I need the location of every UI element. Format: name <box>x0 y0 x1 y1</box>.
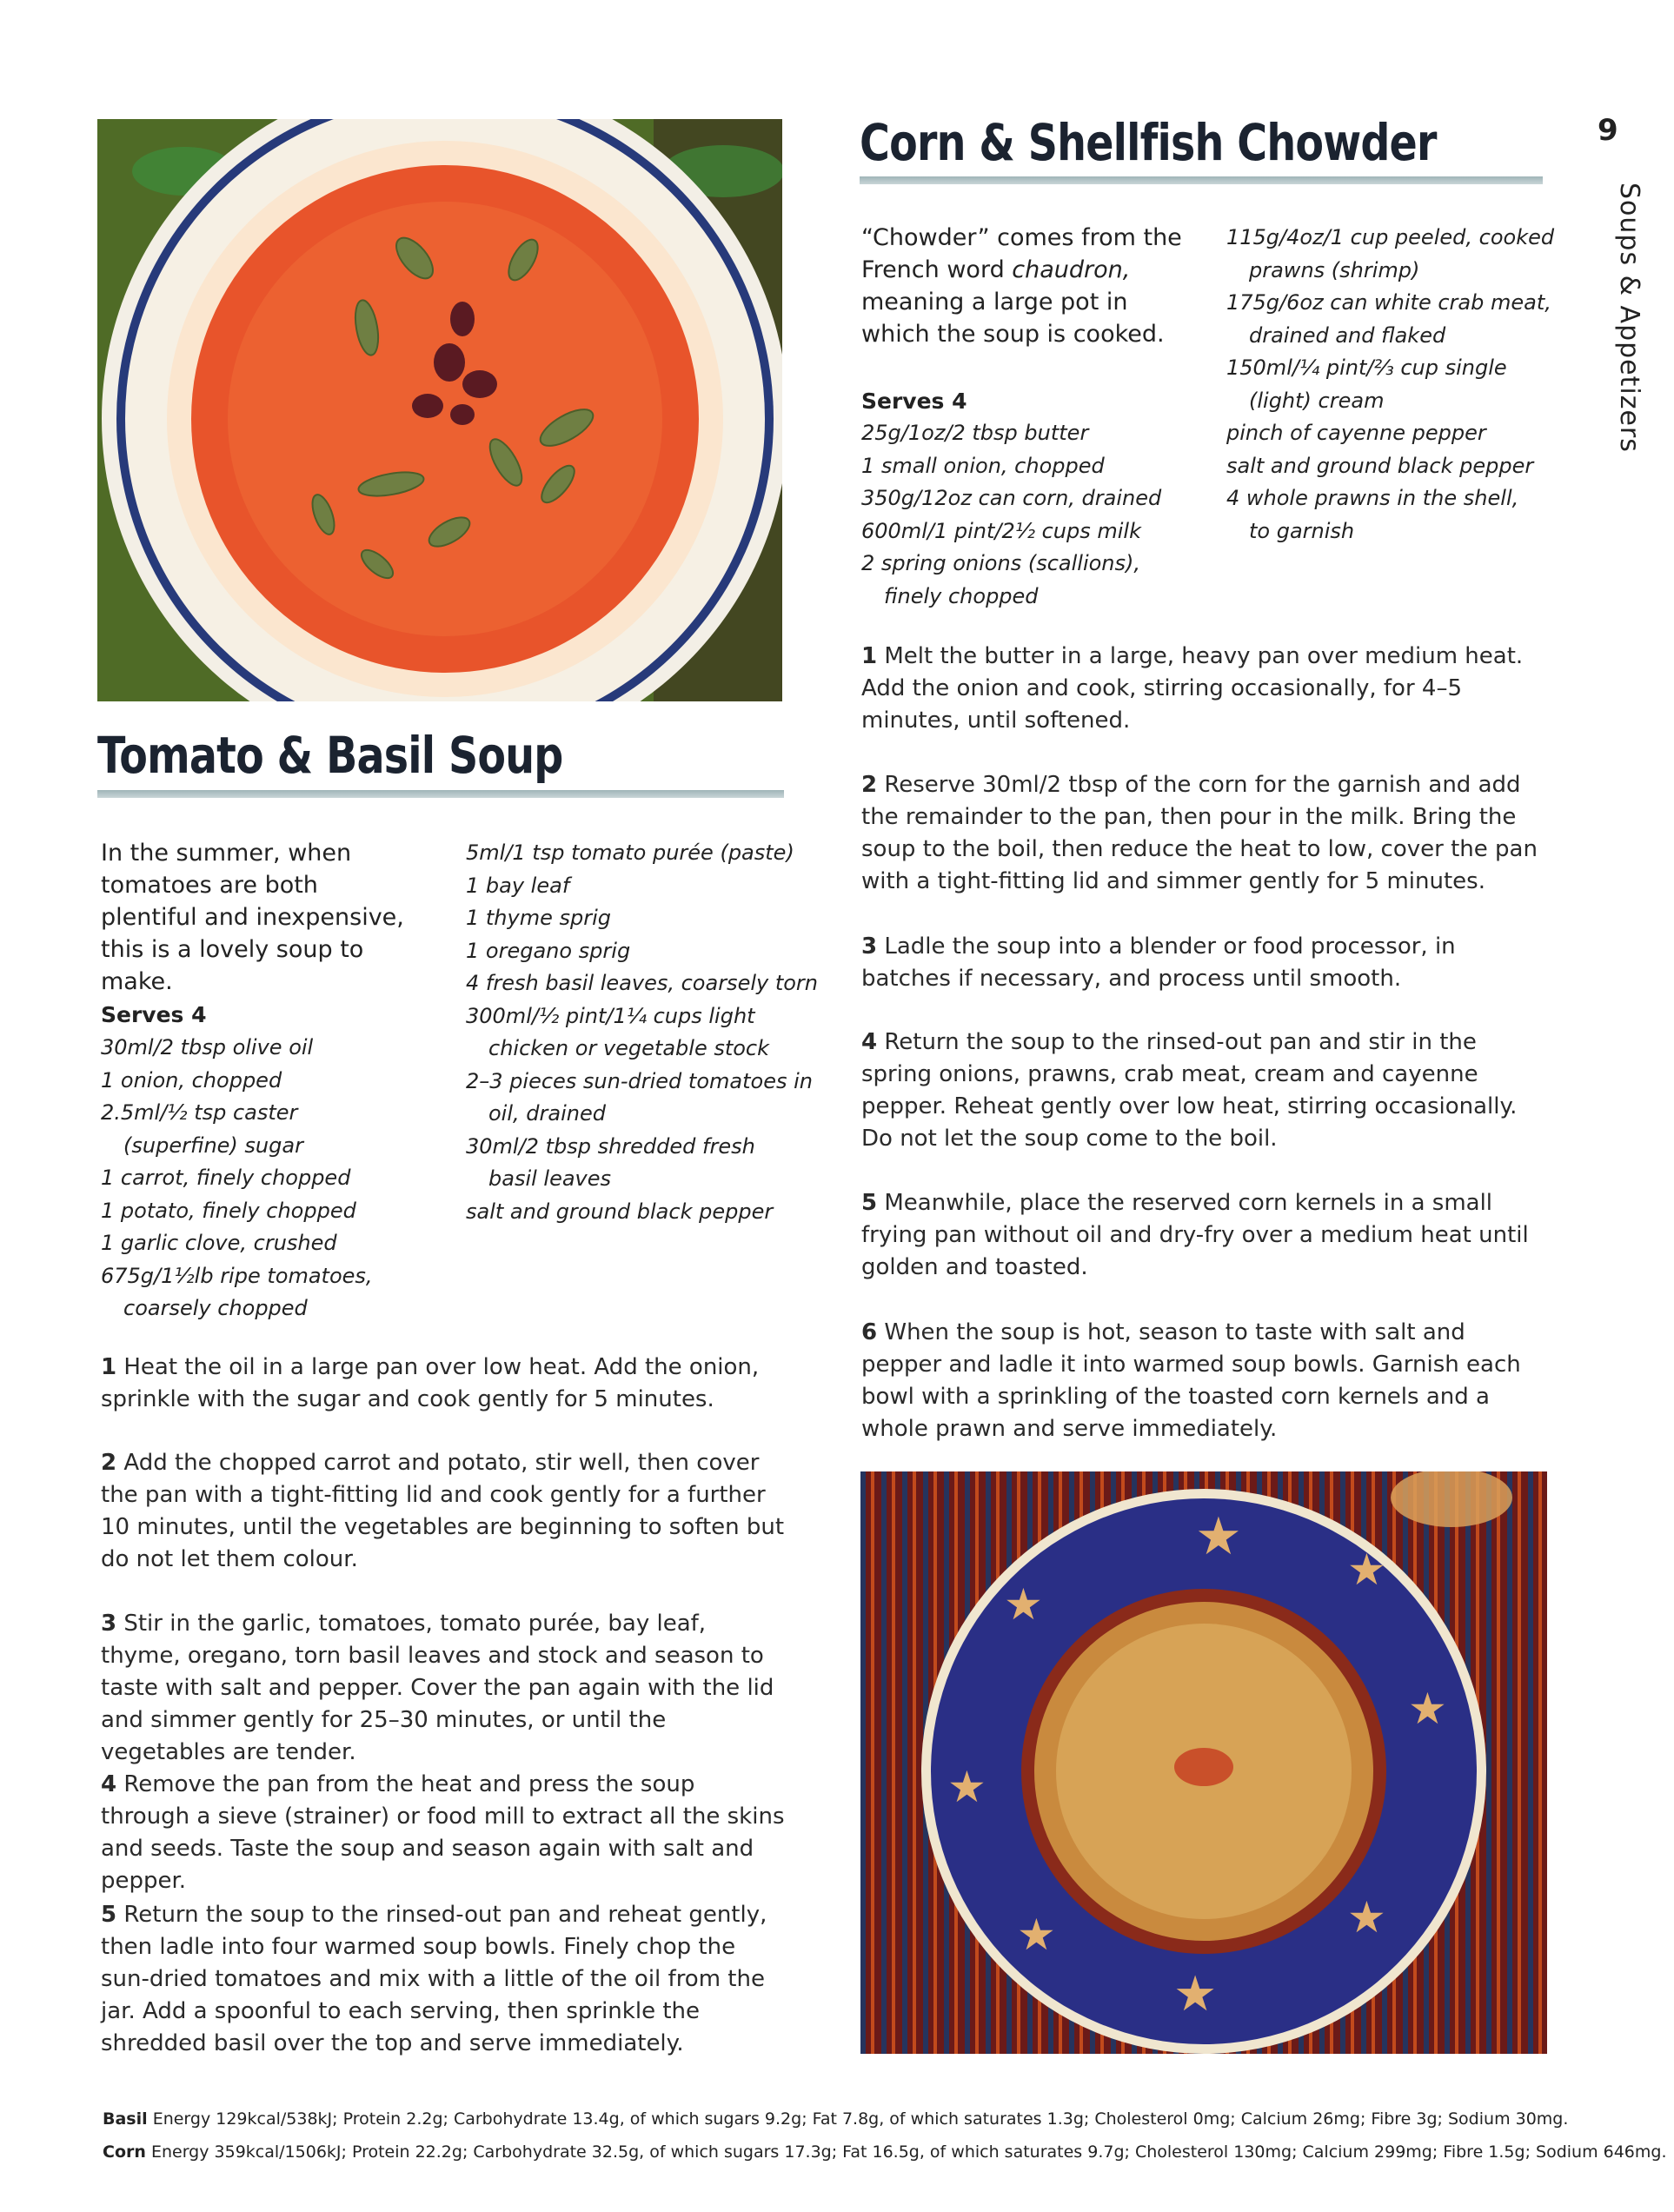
ingredient-line: to garnish <box>1249 518 1355 543</box>
chowder-intro-post: meaning a large pot in which the soup is cooked. <box>861 289 1165 348</box>
chowder-ingredients-list-2 <box>1226 222 1554 548</box>
method-step <box>861 1317 1548 1445</box>
step-number: 5 <box>101 1902 117 1928</box>
tomato-recipe-title: Tomato & Basil Soup <box>97 726 563 785</box>
ingredient-line: 175g/6oz can white crab meat, <box>1226 290 1551 315</box>
nutrition-corn-label: Corn <box>103 2142 146 2162</box>
tomato-serves: Serves 4 <box>101 1002 207 1027</box>
step-number: 2 <box>101 1450 117 1476</box>
step-text: Return the soup to the rinsed-out pan and stir in the spring onions, prawns, crab meat, cream and cayenne pepper. Reheat gently over low heat, stirring occasionally. Do not let the soup come to the boil. <box>861 1029 1518 1152</box>
ingredient-line: 1 potato, finely chopped <box>101 1198 356 1223</box>
chowder-recipe-title: Corn & Shellfish Chowder <box>860 113 1437 172</box>
ingredient-line: 1 garlic clove, crushed <box>101 1231 337 1255</box>
chowder-ingredients-list-1 <box>861 417 1161 613</box>
ingredient-line: coarsely chopped <box>123 1296 308 1320</box>
ingredient-line: 1 bay leaf <box>466 873 570 898</box>
tomato-ingredients-list-2 <box>466 837 818 1228</box>
step-text: When the soup is hot, season to taste with salt and pepper and ladle it into warmed soup bowls. Garnish each bowl with a sprinkling of the toasted corn kernels and a whole prawn and serve immediately. <box>861 1319 1521 1442</box>
ingredient-line: 2.5ml/½ tsp caster <box>101 1100 298 1125</box>
method-step <box>861 931 1548 995</box>
step-text: Ladle the soup into a blender or food processor, in batches if necessary, and process until smooth. <box>861 933 1456 992</box>
chowder-serves: Serves 4 <box>861 389 967 414</box>
chowder-illustration <box>860 1471 1547 2054</box>
tomato-ingredients-list-1 <box>101 1032 373 1325</box>
ingredient-line: 2–3 pieces sun-dried tomatoes in <box>466 1068 813 1093</box>
nutrition-corn-text: Energy 359kcal/1506kJ; Protein 22.2g; Carbohydrate 32.5g, of which sugars 17.3g; Fat 16.5g, of which saturates 9.7g; Cholesterol 130mg; Calcium 299mg; Fibre 1.5g; Sodium 646mg. <box>150 2142 1667 2162</box>
page-number: 9 <box>1598 113 1618 148</box>
ingredient-line: 5ml/1 tsp tomato purée (paste) <box>466 840 794 865</box>
step-number: 1 <box>101 1354 117 1380</box>
step-text: Add the chopped carrot and potato, stir well, then cover the pan with a tight-fitting lid and cook gently for a further 10 minutes, until the vegetables are beginning to soften but do not let them colour. <box>101 1450 785 1572</box>
tomato-intro: In the summer, when tomatoes are both plentiful and inexpensive, this is a lovely soup to make. <box>101 840 404 995</box>
svg-text:★: ★ <box>1017 1910 1056 1960</box>
ingredient-line: (light) cream <box>1249 388 1385 413</box>
ingredient-line: 1 thyme sprig <box>466 906 612 930</box>
ingredient-line: 4 fresh basil leaves, coarsely torn <box>466 971 818 995</box>
step-text: Meanwhile, place the reserved corn kernels in a small frying pan without oil and dry-fry over a medium heat until golden and toasted. <box>861 1190 1529 1280</box>
method-step <box>861 769 1548 898</box>
step-number: 4 <box>101 1771 117 1797</box>
ingredient-line: salt and ground black pepper <box>466 1199 774 1224</box>
ingredient-line: 350g/12oz can corn, drained <box>861 486 1162 510</box>
method-step <box>861 641 1548 737</box>
ingredient-line: 1 carrot, finely chopped <box>101 1166 351 1190</box>
ingredient-line: 2 spring onions (scallions), <box>861 551 1140 575</box>
svg-text:★: ★ <box>947 1762 986 1812</box>
step-number: 1 <box>861 643 878 669</box>
method-step <box>101 1899 787 2060</box>
ingredient-line: 150ml/¼ pint/⅔ cup single <box>1226 355 1507 380</box>
step-number: 2 <box>861 772 878 798</box>
step-text: Remove the pan from the heat and press the soup through a sieve (strainer) or food mill to extract all the skins and seeds. Taste the soup and season again with salt and pepper. <box>101 1771 785 1894</box>
tomato-title-rule <box>97 790 784 798</box>
ingredient-line: 4 whole prawns in the shell, <box>1226 486 1519 510</box>
step-number: 5 <box>861 1190 878 1216</box>
method-step <box>861 1187 1548 1284</box>
ingredient-line: chicken or vegetable stock <box>488 1036 770 1060</box>
svg-text:★: ★ <box>1173 1966 1218 2023</box>
nutrition-basil <box>103 2102 1568 2136</box>
ingredient-line: 30ml/2 tbsp olive oil <box>101 1035 314 1060</box>
step-number: 3 <box>861 933 878 960</box>
method-step <box>101 1769 787 1897</box>
ingredient-line: basil leaves <box>488 1166 612 1191</box>
svg-text:★: ★ <box>1004 1579 1043 1630</box>
chowder-intro-pre: “Chowder” comes from the French word <box>861 224 1182 283</box>
svg-text:★: ★ <box>1347 1892 1386 1943</box>
step-text: Heat the oil in a large pan over low heat. Add the onion, sprinkle with the sugar and cook gently for 5 minutes. <box>101 1354 760 1412</box>
step-number: 3 <box>101 1611 117 1637</box>
method-step <box>861 1026 1548 1155</box>
step-number: 4 <box>861 1029 878 1055</box>
ingredient-line: 25g/1oz/2 tbsp butter <box>861 421 1089 445</box>
step-number: 6 <box>861 1319 878 1345</box>
method-step <box>101 1608 787 1769</box>
chowder-intro-italic: chaudron, <box>1012 256 1131 283</box>
nutrition-basil-label: Basil <box>103 2109 148 2129</box>
method-step <box>101 1447 787 1576</box>
step-text: Reserve 30ml/2 tbsp of the corn for the garnish and add the remainder to the pan, then pour in the milk. Bring the soup to the boil, then reduce the heat to low, cover the pan with a tight-fitting lid and simmer gently for 5 minutes. <box>861 772 1538 894</box>
ingredient-line: 1 small onion, chopped <box>861 453 1105 478</box>
nutrition-corn <box>103 2135 1667 2169</box>
tomato-soup-photo <box>97 119 782 701</box>
chowder-intro <box>861 222 1200 350</box>
ingredient-line: 1 oregano sprig <box>466 938 631 963</box>
ingredient-line: oil, drained <box>488 1101 606 1126</box>
method-step <box>101 1352 787 1416</box>
ingredient-line: drained and flaked <box>1249 322 1446 348</box>
svg-text:★: ★ <box>1195 1506 1242 1567</box>
chowder-photo <box>860 1471 1547 2054</box>
step-text: Melt the butter in a large, heavy pan over medium heat. Add the onion and cook, stirring occasionally, for 4–5 minutes, until softened. <box>861 643 1524 734</box>
ingredient-line: (superfine) sugar <box>123 1133 303 1158</box>
ingredient-line: prawns (shrimp) <box>1249 257 1420 282</box>
ingredient-line: 115g/4oz/1 cup peeled, cooked <box>1226 225 1555 249</box>
ingredient-line: pinch of cayenne pepper <box>1226 421 1486 445</box>
section-label: Soups & Appetizers <box>1614 183 1644 453</box>
section-label-wrap <box>1614 183 1653 478</box>
ingredient-line: finely chopped <box>884 583 1039 608</box>
ingredient-line: 600ml/1 pint/2½ cups milk <box>861 518 1141 543</box>
ingredient-line: 300ml/½ pint/1¼ cups light <box>466 1003 755 1028</box>
ingredient-line: salt and ground black pepper <box>1226 453 1534 478</box>
nutrition-basil-text: Energy 129kcal/538kJ; Protein 2.2g; Carbohydrate 13.4g, of which sugars 9.2g; Fat 7.8g, of which saturates 1.3g; Cholesterol 0mg; Calcium 26mg; Fibre 3g; Sodium 30mg. <box>152 2109 1569 2129</box>
svg-text:★: ★ <box>1347 1544 1386 1595</box>
ingredient-line: 675g/1½lb ripe tomatoes, <box>101 1263 373 1288</box>
ingredient-line: 1 onion, chopped <box>101 1067 282 1093</box>
step-text: Stir in the garlic, tomatoes, tomato purée, bay leaf, thyme, oregano, torn basil leaves and stock and season to taste with salt and pepper. Cover the pan again with the lid and simmer gently for 25–30 minutes, or until the vegetables are tender. <box>101 1611 774 1765</box>
ingredient-line: 30ml/2 tbsp shredded fresh <box>466 1133 755 1159</box>
chowder-title-rule <box>860 176 1543 184</box>
tomato-soup-illustration <box>97 119 782 701</box>
step-text: Return the soup to the rinsed-out pan and reheat gently, then ladle into four warmed soup bowls. Finely chop the sun-dried tomatoes and mix with a little of the oil from the jar. Add a spoonful to each serving, then sprinkle the shredded basil over the top and serve immediately. <box>101 1902 767 2056</box>
svg-text:★: ★ <box>1408 1684 1447 1734</box>
